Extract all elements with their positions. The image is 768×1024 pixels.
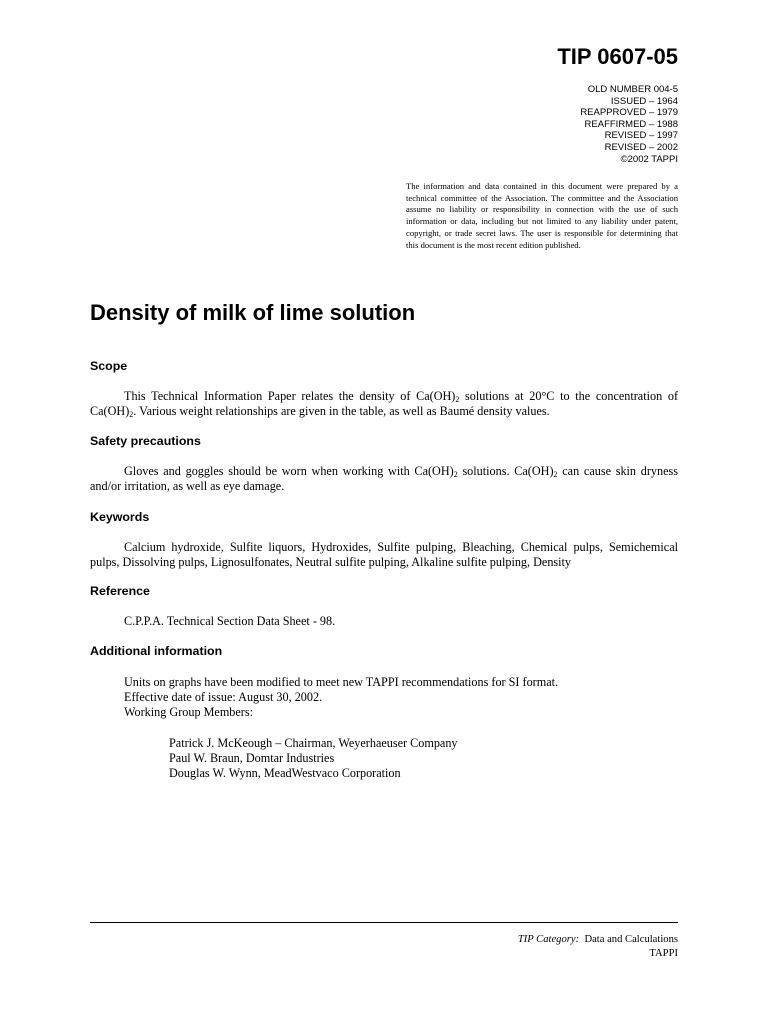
footer-rule	[90, 922, 678, 923]
footer-category-value: Data and Calculations	[584, 934, 678, 945]
footer	[518, 933, 678, 960]
member-braun: Paul W. Braun, Domtar Industries	[169, 751, 335, 765]
history-issued: ISSUED – 1964	[610, 95, 678, 107]
history-reapproved: REAPPROVED – 1979	[580, 107, 678, 119]
reference-heading: Reference	[90, 584, 150, 598]
scope-heading: Scope	[90, 359, 128, 373]
safety-text-1: Gloves and goggles should be worn when working with Ca(OH)	[124, 464, 454, 478]
additional-line-effective-date: Effective date of issue: August 30, 2002.	[124, 690, 323, 704]
tip-number: TIP 0607-05	[557, 44, 678, 69]
revision-history	[580, 84, 678, 165]
scope-sub-2: 2	[129, 410, 134, 419]
safety-paragraph	[90, 464, 678, 494]
scope-text-2: solutions at 20°C to the concentration of Ca(OH)	[90, 389, 679, 418]
reference-paragraph	[90, 614, 678, 629]
disclaimer-text: The information and data contained in this document were prepared by a technical committee of the Association. The committee and the Association assume no liability or responsibility in connection with the use of such information or data, including but not limited to any liability under patent, copyright, or trade secret laws. The user is responsible for determining that this document is the most recent edition published.	[406, 181, 678, 250]
safety-sub-2: 2	[553, 470, 558, 479]
history-old-number: OLD NUMBER 004-5	[587, 84, 678, 95]
safety-heading: Safety precautions	[90, 434, 201, 448]
scope-paragraph	[90, 389, 678, 419]
footer-category	[518, 933, 678, 947]
history-revised-2002: REVISED – 2002	[604, 141, 678, 153]
member-chairman: Patrick J. McKeough – Chairman, Weyerhaeuser Company	[169, 736, 458, 750]
history-reaffirmed: REAFFIRMED – 1988	[584, 118, 678, 130]
document-title: Density of milk of lime solution	[90, 300, 416, 325]
keywords-paragraph	[90, 540, 678, 570]
history-revised-1997: REVISED – 1997	[604, 130, 678, 142]
member-wynn: Douglas W. Wynn, MeadWestvaco Corporation	[169, 766, 401, 780]
scope-text-1: This Technical Information Paper relates the density of Ca(OH)	[124, 389, 456, 403]
reference-text: C.P.P.A. Technical Section Data Sheet - 98.	[124, 614, 336, 628]
scope-text-3: . Various weight relationships are given in the table, as well as Baumé density values.	[133, 404, 550, 418]
additional-line-working-group: Working Group Members:	[124, 705, 253, 719]
additional-line-units: Units on graphs have been modified to meet new TAPPI recommendations for SI format.	[124, 675, 559, 689]
safety-sub-1: 2	[453, 470, 458, 479]
safety-text-2: solutions. Ca(OH)	[457, 464, 554, 478]
history-copyright: ©2002 TAPPI	[620, 153, 678, 165]
keywords-text: Calcium hydroxide, Sulfite liquors, Hydroxides, Sulfite pulping, Bleaching, Chemical pulps, Semichemical pulps, Dissolving pulps, Lignosulfonates, Neutral sulfite pulping, Alkaline sulfite pulping, Density	[90, 540, 678, 569]
additional-heading: Additional information	[90, 644, 223, 658]
footer-category-label: TIP Category:	[517, 934, 580, 945]
safety-text-3: can cause skin dryness and/or irritation, as well as eye damage.	[90, 464, 679, 493]
footer-publisher: TAPPI	[649, 947, 678, 959]
keywords-heading: Keywords	[90, 510, 150, 524]
scope-sub-1: 2	[455, 395, 460, 404]
